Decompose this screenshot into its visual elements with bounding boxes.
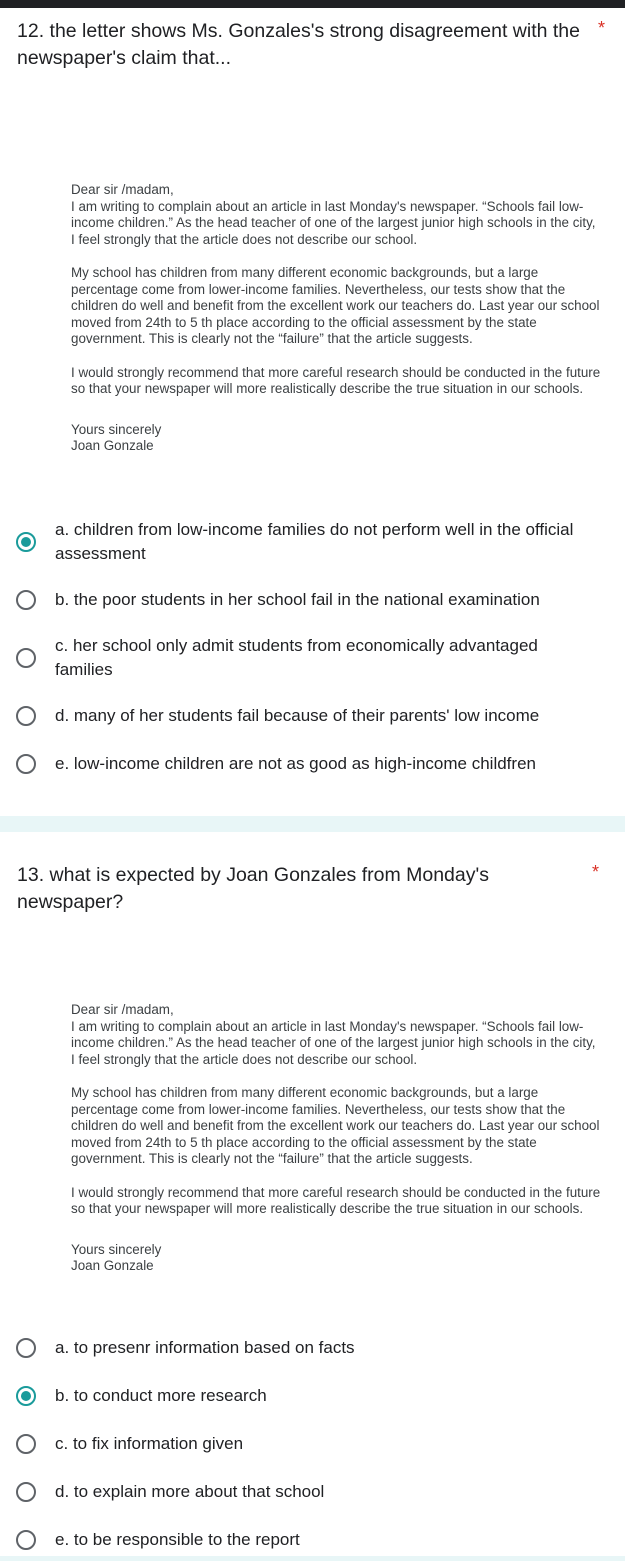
option-label: a. children from low-income families do not perform well in the official assessment [55,520,574,563]
radio-button[interactable] [16,1482,36,1502]
required-asterisk: * [592,862,600,882]
option-label: c. to fix information given [55,1434,244,1453]
question-card-12 [0,8,625,816]
radio-button[interactable] [16,706,36,726]
question-card-13 [0,832,625,1561]
option-label: c. her school only admit students from economically advantaged families [55,636,538,679]
radio-button[interactable] [16,590,36,610]
radio-button-selected[interactable] [16,532,36,552]
bottom-strip [0,1556,625,1561]
letter-image [71,182,601,455]
section-separator [0,816,625,832]
radio-button[interactable] [16,754,36,774]
letter-paragraph-3: I would strongly recommend that more careful research should be conducted in the future so that your newspaper will more realistically describe the true situation in our schools. [71,364,601,396]
letter-image [71,1002,601,1275]
top-bar [0,0,625,8]
radio-button[interactable] [16,1338,36,1358]
option-label: d. many of her students fail because of their parents' low income [55,706,540,725]
letter-closing: Yours sincerely [71,421,162,437]
letter-greeting: Dear sir /madam, [71,182,174,197]
letter-paragraph-2: My school has children from many different economic backgrounds, but a large percentage come from lower-income families. Nevertheless, our tests show that the children do well and benefit from the excellent work our teachers do. Last year our school moved from 24th to 5 th place according to the official assessment by the state government. This is clearly not the “failure” that the article suggests. [71,1085,600,1166]
radio-button-selected[interactable] [16,1386,36,1406]
option-label: d. to explain more about that school [55,1482,325,1501]
radio-button[interactable] [16,1434,36,1454]
required-asterisk: * [598,18,606,38]
letter-paragraph-2: My school has children from many different economic backgrounds, but a large percentage come from lower-income families. Nevertheless, our tests show that the children do well and benefit from the excellent work our teachers do. Last year our school moved from 24th to 5 th place according to the official assessment by the state government. This is clearly not the “failure” that the article suggests. [71,265,600,346]
letter-paragraph-3: I would strongly recommend that more careful research should be conducted in the future so that your newspaper will more realistically describe the true situation in our schools. [71,1184,601,1216]
radio-button[interactable] [16,648,36,668]
letter-greeting: Dear sir /madam, [71,1002,174,1017]
option-label: e. to be responsible to the report [55,1530,300,1549]
option-label: a. to presenr information based on facts [55,1338,355,1357]
letter-paragraph-1: I am writing to complain about an article in last Monday's newspaper. “Schools fail low-income children.” As the head teacher of one of the largest junior high schools in the city, I feel strongly that the article does not describe our school. [71,198,596,247]
letter-paragraph-1: I am writing to complain about an article in last Monday's newspaper. “Schools fail low-income children.” As the head teacher of one of the largest junior high schools in the city, I feel strongly that the article does not describe our school. [71,1018,596,1067]
option-label: e. low-income children are not as good as high-income childfren [55,754,536,773]
radio-button[interactable] [16,1530,36,1550]
question-title: 12. the letter shows Ms. Gonzales's strong disagreement with the newspaper's claim that... [17,20,580,69]
letter-signature: Joan Gonzale [71,1258,154,1273]
question-title: 13. what is expected by Joan Gonzales from Monday's newspaper? [17,864,489,913]
letter-signature: Joan Gonzale [71,438,154,453]
letter-closing: Yours sincerely [71,1241,162,1257]
option-label: b. the poor students in her school fail in the national examination [55,590,540,609]
option-label: b. to conduct more research [55,1386,267,1405]
